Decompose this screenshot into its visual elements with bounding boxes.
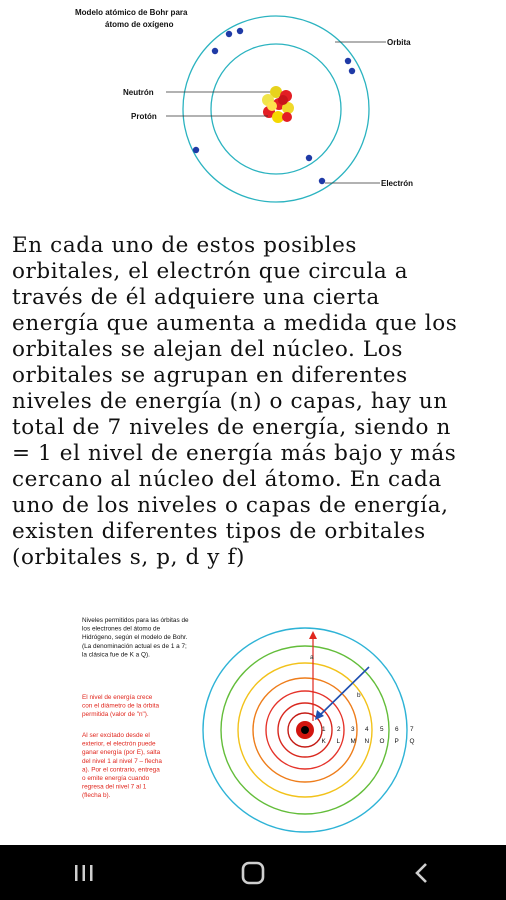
level-letter: K bbox=[321, 738, 326, 745]
energy-orbits bbox=[203, 628, 407, 832]
description-line: Niveles permitidos para las órbitas de bbox=[82, 617, 189, 624]
arrow-b bbox=[319, 667, 369, 716]
excitation-line: a). Por el contrario, entrega bbox=[82, 766, 160, 774]
level-number: 6 bbox=[395, 726, 399, 733]
level-letter: N bbox=[364, 738, 370, 745]
excitation-line: exterior, el electrón puede bbox=[82, 740, 156, 748]
nucleus bbox=[262, 86, 294, 123]
energy-line: con el diámetro de la órbita bbox=[82, 702, 160, 710]
level-letter: P bbox=[394, 738, 399, 745]
excitation-line: (flecha b). bbox=[82, 792, 111, 800]
text-block-excitation bbox=[82, 732, 162, 799]
back-button[interactable] bbox=[382, 845, 462, 900]
energy-levels-diagram bbox=[69, 593, 438, 843]
level-letter: O bbox=[379, 738, 385, 745]
description-line: la clásica fue de K a Q). bbox=[82, 651, 150, 659]
arrow-b-label: b bbox=[357, 692, 361, 699]
label-proton: Protón bbox=[131, 112, 157, 121]
energy-line: El nivel de energía crece bbox=[82, 694, 153, 701]
recents-button[interactable] bbox=[44, 845, 124, 900]
text-block-description bbox=[82, 617, 189, 658]
level-number: 2 bbox=[337, 726, 341, 733]
level-number: 3 bbox=[351, 726, 355, 733]
recents-icon bbox=[73, 864, 95, 882]
energy-line: permitida (valor de "n"). bbox=[82, 711, 149, 719]
level-number: 4 bbox=[365, 726, 369, 733]
level-number: 5 bbox=[380, 726, 384, 733]
figure-title-line2: átomo de oxígeno bbox=[105, 20, 174, 29]
arrow-a-label: a bbox=[310, 654, 314, 661]
description-line: los electrones del átomo de bbox=[82, 625, 161, 633]
level-number: 7 bbox=[410, 726, 414, 733]
level-letter: Q bbox=[409, 738, 415, 745]
body-paragraph: En cada uno de estos posibles orbitales, el electrón que circula a través de él adquiere una cierta energía que aumenta a medida que los orbitales se alejan del núcleo. Los orbitales se agrupan en diferentes niveles de energía (n) o capas, hay un total de 7 niveles de energía, siendo n = 1 el nivel de energía más bajo y más cercano al núcleo del átomo. En cada uno de los niveles o capas de energía, existen diferentes tipos de orbitales (orbitales s, p, d y f) bbox=[12, 233, 458, 570]
navigation-bar bbox=[0, 845, 506, 900]
home-button[interactable] bbox=[213, 845, 293, 900]
home-icon bbox=[240, 861, 266, 885]
back-icon bbox=[414, 862, 430, 884]
excitation-line: Al ser excitado desde el bbox=[82, 732, 150, 739]
bohr-oxygen-figure bbox=[69, 0, 438, 212]
level-letter: M bbox=[350, 738, 356, 745]
label-neutron: Neutrón bbox=[123, 88, 154, 97]
energy-levels-figure bbox=[69, 593, 438, 843]
excitation-line: ganar energía (por E), salta bbox=[82, 749, 161, 757]
level-letter: L bbox=[336, 738, 341, 745]
level-number: 1 bbox=[322, 726, 326, 733]
description-line: Hidrógeno, según el modelo de Bohr. bbox=[82, 634, 188, 642]
label-electron: Electrón bbox=[381, 179, 414, 188]
figure-title-line1: Modelo atómico de Bohr para bbox=[75, 8, 188, 17]
text-block-energy bbox=[82, 694, 160, 718]
description-line: (La denominación actual es de 1 a 7; bbox=[82, 642, 187, 650]
excitation-line: regresa del nivel 7 al 1 bbox=[82, 783, 147, 791]
level-labels bbox=[322, 726, 415, 745]
excitation-line: del nivel 1 al nivel 7 – flecha bbox=[82, 757, 162, 765]
label-orbita: Orbita bbox=[387, 38, 411, 47]
bohr-oxygen-diagram bbox=[69, 0, 438, 212]
excitation-line: o emite energía cuando bbox=[82, 775, 150, 782]
